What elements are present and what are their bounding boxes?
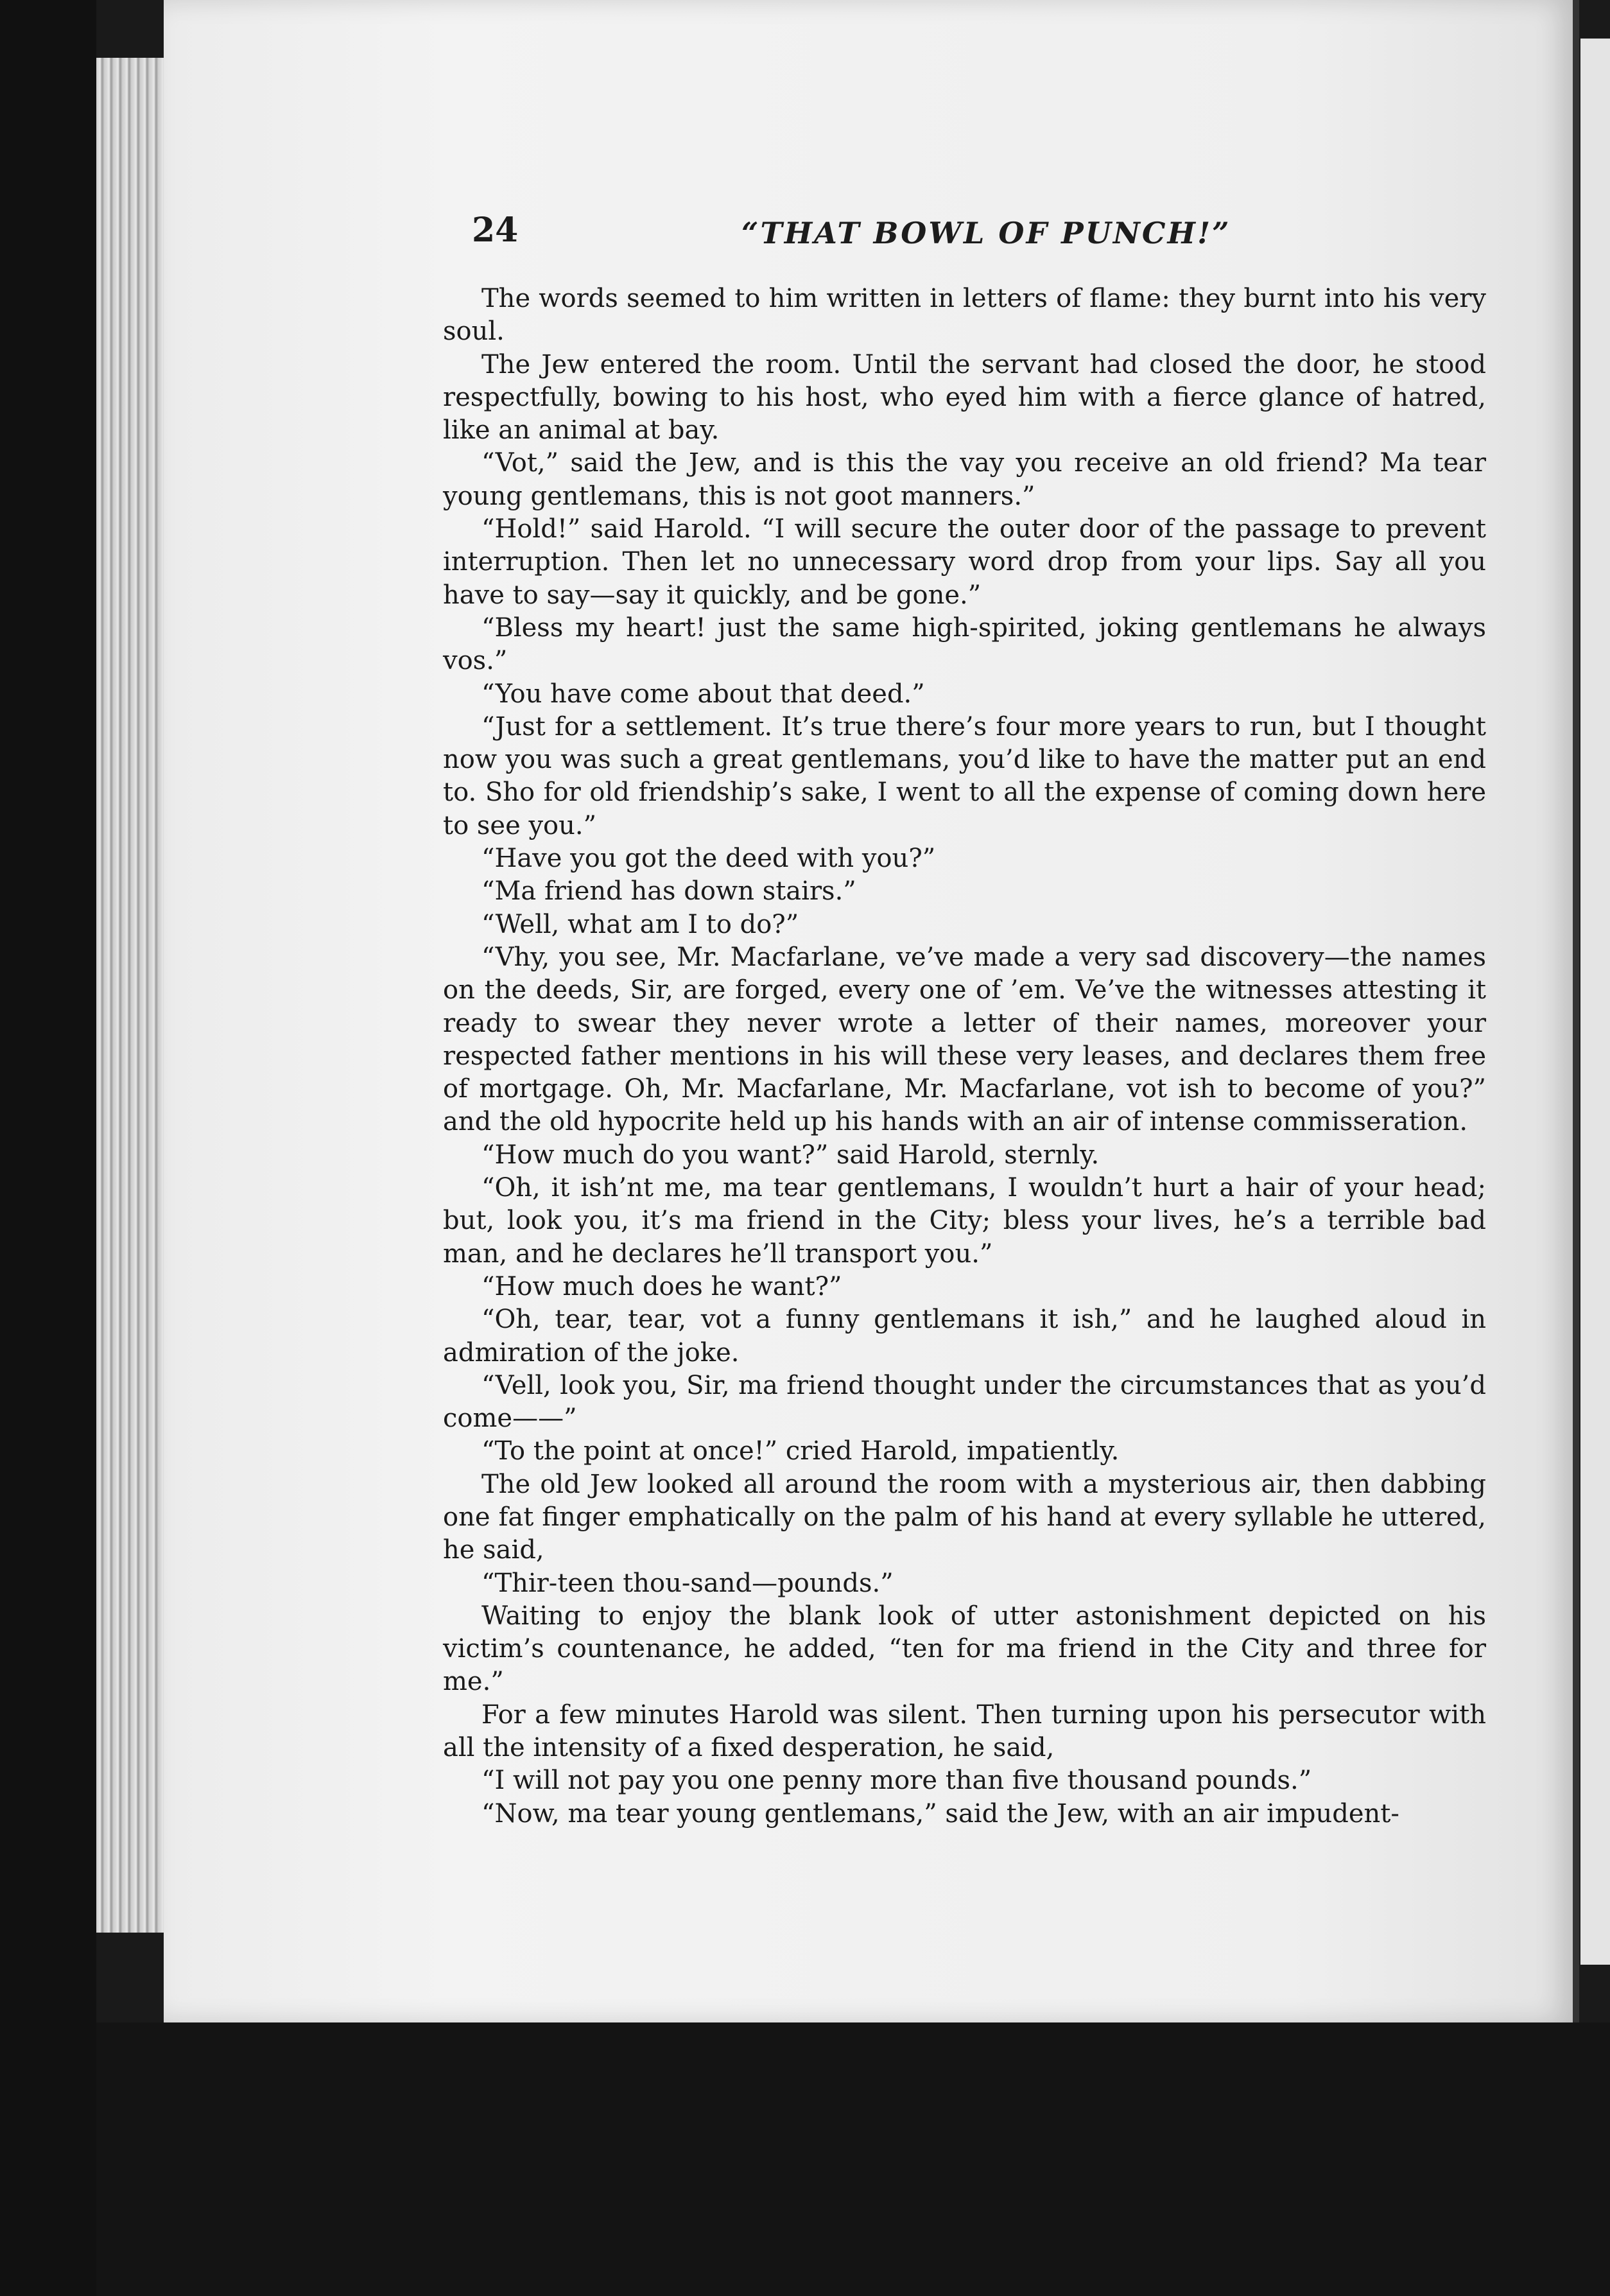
paragraph: “Bless my heart! just the same high-spirited, joking gentlemans he always vos.”	[443, 613, 1486, 676]
paragraph: “Vhy, you see, Mr. Macfarlane, ve’ve made a very sad discovery—the names on the deeds, Sir, are forged, every one of ’em. Ve’ve the witnesses attesting it ready to swear they never wrote a letter of their names, moreover your respected father mentions in his will these very leases, and declares them free of mortgage. Oh, Mr. Macfarlane, Mr. Macfarlane, vot ish to become of you?” and the old hypocrite held up his hands with an air of intense commisseration.	[443, 942, 1486, 1137]
paragraph: “Thir-teen thou-sand—pounds.”	[481, 1568, 894, 1598]
microfilm-border-left	[0, 0, 96, 2296]
paragraph: Waiting to enjoy the blank look of utter astonishment depicted on his victim’s countenance, he added, “ten for ma friend in the City and three for me.”	[443, 1601, 1486, 1697]
paragraph: “Hold!” said Harold. “I will secure the outer door of the passage to prevent interruption. Then let no unnecessary word drop from your lips. Say all you have to say—say it quickly, and be gone.”	[443, 514, 1486, 610]
paragraph: The Jew entered the room. Until the servant had closed the door, he stood respectfully, bowing to his host, who eyed him with a fierce glance of hatred, like an animal at bay.	[443, 349, 1486, 446]
paragraph: “Vot,” said the Jew, and is this the vay you receive an old friend? Ma tear young gentlemans, this is not goot manners.”	[443, 448, 1486, 511]
page-number: 24	[472, 211, 519, 250]
paragraph: “Oh, it ish’nt me, ma tear gentlemans, I wouldn’t hurt a hair of your head; but, look you, it’s ma friend in the City; bless your lives, he’s a terrible bad man, and he declares he’ll transport you.”	[443, 1173, 1486, 1269]
paragraph: “Have you got the deed with you?”	[481, 844, 936, 874]
body-text	[443, 283, 1486, 1831]
facing-page-edge	[1580, 39, 1610, 1965]
running-head	[472, 211, 1473, 262]
paragraph: “You have come about that deed.”	[481, 679, 925, 709]
paragraph: “How much do you want?” said Harold, sternly.	[481, 1140, 1100, 1170]
paragraph: “Vell, look you, Sir, ma friend thought under the circumstances that as you’d come——”	[443, 1370, 1486, 1434]
paragraph: “Ma friend has down stairs.”	[481, 876, 856, 907]
paragraph: “To the point at once!” cried Harold, impatiently.	[481, 1436, 1120, 1466]
book-gutter	[1573, 0, 1579, 2055]
book-page-edges	[96, 58, 168, 1933]
paragraph: “I will not pay you one penny more than five thousand pounds.”	[481, 1766, 1312, 1796]
paragraph: The old Jew looked all around the room with a mysterious air, then dabbing one fat finger emphatically on the palm of his hand at every syllable he uttered, he said,	[443, 1469, 1486, 1565]
paragraph: “Now, ma tear young gentlemans,” said the Jew, with an air impudent-	[481, 1798, 1399, 1829]
microfilm-border-bottom	[96, 2022, 1610, 2296]
paragraph: “How much does he want?”	[481, 1271, 842, 1301]
paragraph: “Well, what am I to do?”	[481, 909, 799, 939]
paragraph: “Oh, tear, tear, vot a funny gentlemans it ish,” and he laughed aloud in admiration of the joke.	[443, 1305, 1486, 1368]
paragraph: For a few minutes Harold was silent. Then turning upon his persecutor with all the intensity of a fixed desperation, he said,	[443, 1700, 1486, 1763]
paragraph: “Just for a settlement. It’s true there’s four more years to run, but I thought now you was such a great gentlemans, you’d like to have the matter put an end to. Sho for old friendship’s sake, I went to all the expense of coming down here to see you.”	[443, 711, 1486, 840]
running-title: “THAT BOWL OF PUNCH!”	[741, 216, 1231, 250]
paragraph: The words seemed to him written in letters of flame: they burnt into his very soul.	[443, 284, 1486, 347]
